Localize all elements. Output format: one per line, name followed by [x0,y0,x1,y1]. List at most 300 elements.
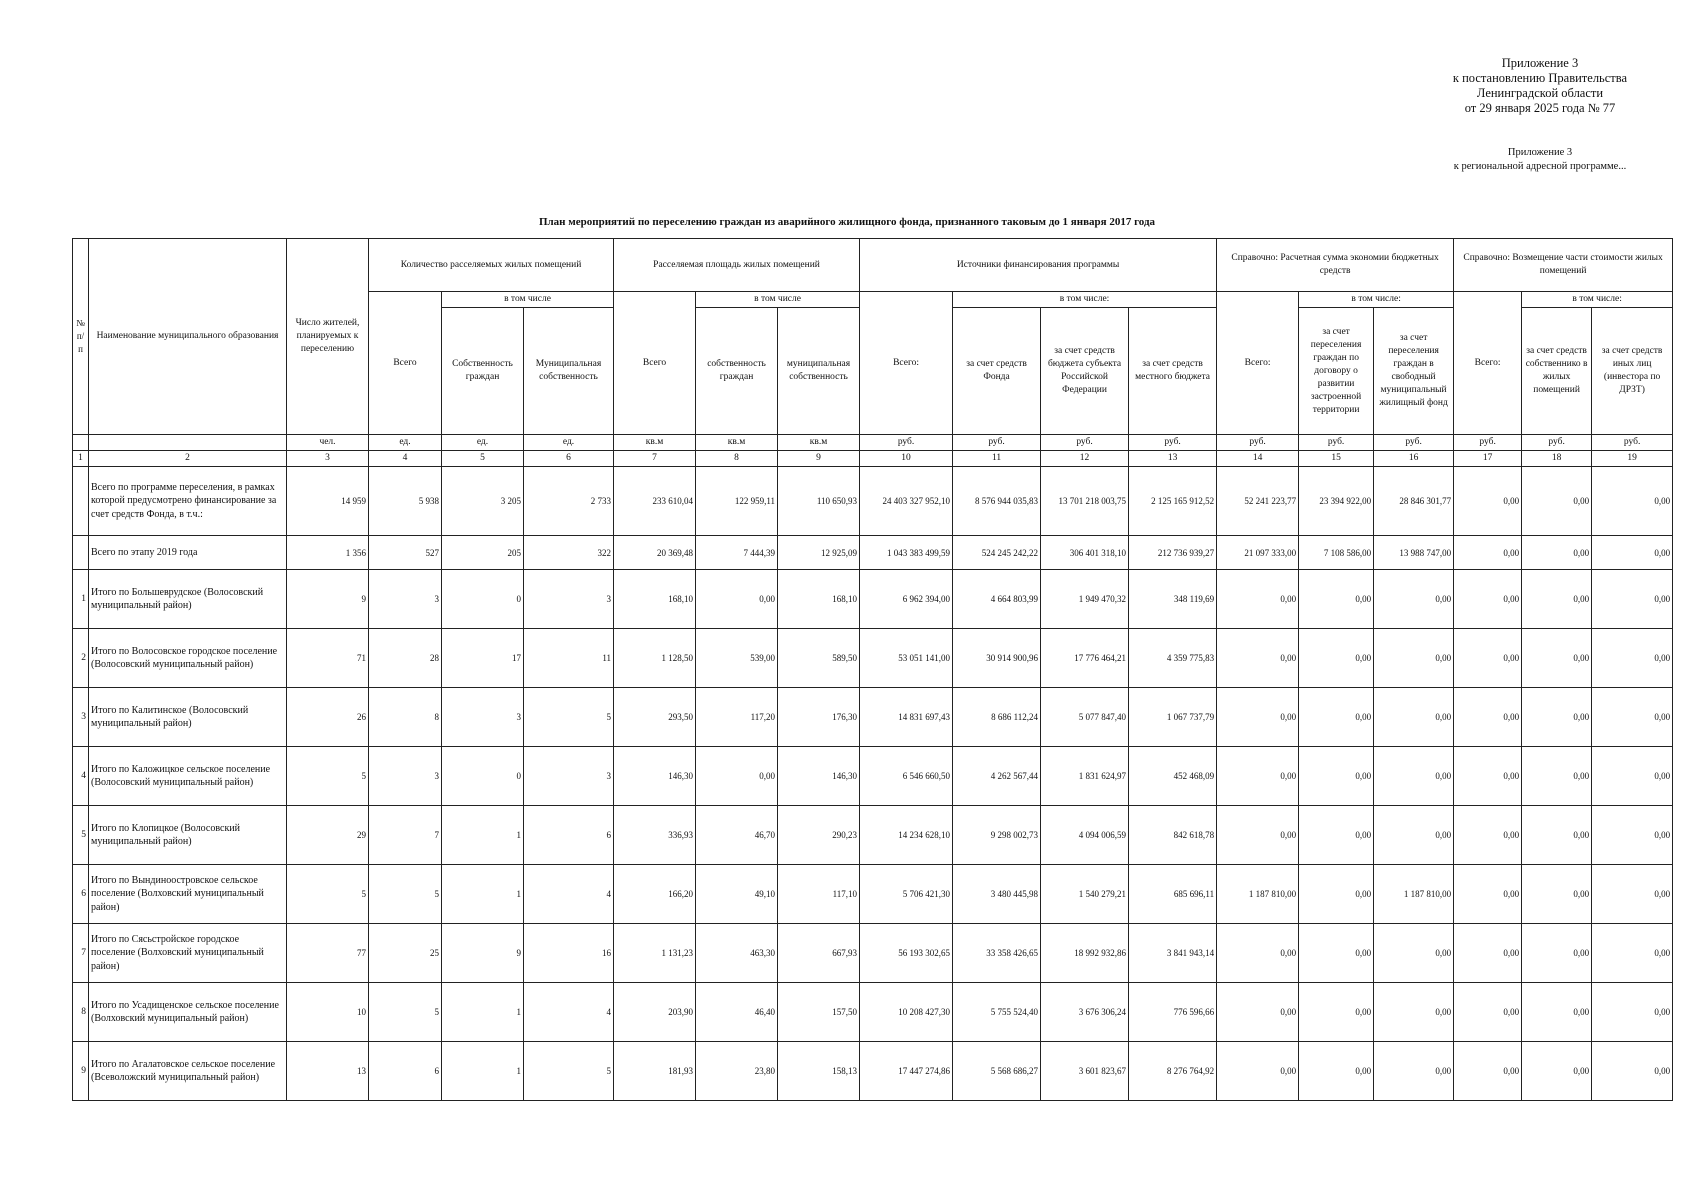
value-cell: 17 776 464,21 [1041,629,1129,688]
value-cell: 166,20 [614,865,696,924]
value-cell: 117,10 [778,865,860,924]
header-area-incl: в том числе [696,292,860,308]
value-cell: 5 [287,747,369,806]
value-cell: 3 [369,747,442,806]
value-cell: 1 540 279,21 [1041,865,1129,924]
unit-cell: ед. [524,435,614,451]
value-cell: 2 125 165 912,52 [1129,467,1217,536]
value-cell: 336,93 [614,806,696,865]
value-cell: 0,00 [1299,806,1374,865]
value-cell: 168,10 [614,570,696,629]
value-cell: 0,00 [1522,536,1592,570]
value-cell: 0,00 [1299,983,1374,1042]
value-cell: 1 187 810,00 [1217,865,1299,924]
value-cell: 0,00 [1454,688,1522,747]
value-cell: 452 468,09 [1129,747,1217,806]
header-quantity-total: Всего [369,292,442,435]
unit-cell: руб. [1129,435,1217,451]
value-cell: 0,00 [1374,570,1454,629]
table-body [73,467,1673,1101]
column-number-cell: 7 [614,451,696,467]
unit-cell: руб. [953,435,1041,451]
value-cell: 667,93 [778,924,860,983]
value-cell: 146,30 [614,747,696,806]
value-cell: 29 [287,806,369,865]
unit-cell [73,435,89,451]
value-cell: 0,00 [1217,983,1299,1042]
value-cell: 14 959 [287,467,369,536]
value-cell: 7 108 586,00 [1299,536,1374,570]
value-cell: 0,00 [1299,1042,1374,1101]
appendix-main [1440,56,1640,116]
value-cell: 1 131,23 [614,924,696,983]
value-cell: 3 [524,570,614,629]
value-cell: 49,10 [696,865,778,924]
value-cell: 589,50 [778,629,860,688]
value-cell: 52 241 223,77 [1217,467,1299,536]
value-cell: 463,30 [696,924,778,983]
value-cell: 28 846 301,77 [1374,467,1454,536]
value-cell: 4 [524,983,614,1042]
value-cell: 0,00 [1592,747,1673,806]
value-cell: 0,00 [1454,629,1522,688]
value-cell: 0,00 [1454,1042,1522,1101]
value-cell: 5 755 524,40 [953,983,1041,1042]
value-cell: 0,00 [1522,1042,1592,1101]
municipality-name: Итого по Волосовское городское поселение (Волосовский муниципальный район) [89,629,287,688]
unit-cell: руб. [1592,435,1673,451]
value-cell: 9 298 002,73 [953,806,1041,865]
unit-cell: руб. [1454,435,1522,451]
value-cell: 0,00 [1217,570,1299,629]
value-cell: 3 [524,747,614,806]
header-quantity-municipal: Муниципальная собственность [524,308,614,435]
value-cell: 0,00 [1299,629,1374,688]
appendix-main-line2: к постановлению Правительства [1452,71,1628,85]
value-cell: 1 043 383 499,59 [860,536,953,570]
value-cell: 122 959,11 [696,467,778,536]
value-cell: 0,00 [1217,924,1299,983]
value-cell: 3 480 445,98 [953,865,1041,924]
row-number: 4 [73,747,89,806]
municipality-name: Итого по Калитинское (Волосовский муниципальный район) [89,688,287,747]
municipality-name: Всего по этапу 2019 года [89,536,287,570]
value-cell: 17 [442,629,524,688]
value-cell: 33 358 426,65 [953,924,1041,983]
value-cell: 1 949 470,32 [1041,570,1129,629]
value-cell: 0,00 [696,747,778,806]
appendix-sub [1440,146,1640,174]
value-cell: 0,00 [1454,536,1522,570]
value-cell: 776 596,66 [1129,983,1217,1042]
header-sources-incl: в том числе: [953,292,1217,308]
value-cell: 0,00 [1522,629,1592,688]
value-cell: 0,00 [1522,865,1592,924]
header-group-quantity: Количество расселяемых жилых помещений [369,239,614,292]
appendix-sub-line2: к региональной адресной программе... [1453,161,1627,172]
value-cell: 26 [287,688,369,747]
row-number: 1 [73,570,89,629]
header-municipality: Наименование муниципального образования [89,239,287,435]
value-cell: 5 [524,688,614,747]
value-cell: 0,00 [1592,536,1673,570]
document-title: План мероприятий по переселению граждан из аварийного жилищного фонда, признанного таковым до 1 января 2017 года [538,216,1156,228]
value-cell: 11 [524,629,614,688]
column-number-cell: 9 [778,451,860,467]
value-cell: 56 193 302,65 [860,924,953,983]
value-cell: 8 [369,688,442,747]
header-savings-incl: в том числе: [1299,292,1454,308]
value-cell: 14 831 697,43 [860,688,953,747]
value-cell: 53 051 141,00 [860,629,953,688]
value-cell: 0,00 [1592,983,1673,1042]
value-cell: 0,00 [1374,983,1454,1042]
value-cell: 3 205 [442,467,524,536]
value-cell: 176,30 [778,688,860,747]
row-number [73,467,89,536]
row-number: 6 [73,865,89,924]
appendix-sub-line1: Приложение 3 [1507,147,1573,158]
value-cell: 203,90 [614,983,696,1042]
value-cell: 6 546 660,50 [860,747,953,806]
appendix-main-line4: от 29 января 2025 года № 77 [1464,101,1616,115]
value-cell: 0,00 [1592,865,1673,924]
value-cell: 10 [287,983,369,1042]
value-cell: 0,00 [1592,806,1673,865]
unit-cell: руб. [1041,435,1129,451]
value-cell: 158,13 [778,1042,860,1101]
unit-cell: руб. [1374,435,1454,451]
table-row [73,865,1673,924]
header-area-owned: собственность граждан [696,308,778,435]
value-cell: 8 686 112,24 [953,688,1041,747]
value-cell: 8 276 764,92 [1129,1042,1217,1101]
value-cell: 71 [287,629,369,688]
row-number: 7 [73,924,89,983]
unit-cell: чел. [287,435,369,451]
header-savings-contract: за счет переселения граждан по договору о развитии застроенной территории [1299,308,1374,435]
value-cell: 1 [442,865,524,924]
value-cell: 685 696,11 [1129,865,1217,924]
unit-cell: кв.м [778,435,860,451]
value-cell: 2 733 [524,467,614,536]
value-cell: 4 094 006,59 [1041,806,1129,865]
value-cell: 322 [524,536,614,570]
value-cell: 157,50 [778,983,860,1042]
header-quantity-incl: в том числе [442,292,614,308]
municipality-name: Итого по Вындиноостровское сельское поселение (Волховский муниципальный район) [89,865,287,924]
municipality-name: Итого по Каложицкое сельское поселение (Волосовский муниципальный район) [89,747,287,806]
value-cell: 1 187 810,00 [1374,865,1454,924]
value-cell: 1 128,50 [614,629,696,688]
value-cell: 13 701 218 003,75 [1041,467,1129,536]
value-cell: 5 568 686,27 [953,1042,1041,1101]
value-cell: 1 356 [287,536,369,570]
value-cell: 16 [524,924,614,983]
value-cell: 233 610,04 [614,467,696,536]
value-cell: 3 [369,570,442,629]
row-number: 2 [73,629,89,688]
value-cell: 0,00 [1522,747,1592,806]
unit-cell: руб. [1299,435,1374,451]
column-number-cell: 16 [1374,451,1454,467]
value-cell: 6 [524,806,614,865]
value-cell: 5 [524,1042,614,1101]
table-row [73,806,1673,865]
value-cell: 0,00 [1592,467,1673,536]
column-numbers-row [73,451,1673,467]
value-cell: 842 618,78 [1129,806,1217,865]
table-row [73,570,1673,629]
unit-cell: кв.м [696,435,778,451]
value-cell: 7 [369,806,442,865]
header-sources-subject: за счет средств бюджета субъекта Российской Федерации [1041,308,1129,435]
unit-cell: руб. [860,435,953,451]
value-cell: 0,00 [1374,924,1454,983]
value-cell: 1 831 624,97 [1041,747,1129,806]
value-cell: 348 119,69 [1129,570,1217,629]
value-cell: 20 369,48 [614,536,696,570]
table-row [73,1042,1673,1101]
value-cell: 10 208 427,30 [860,983,953,1042]
value-cell: 17 447 274,86 [860,1042,953,1101]
header-sources-local: за счет средств местного бюджета [1129,308,1217,435]
value-cell: 0,00 [1299,688,1374,747]
value-cell: 181,93 [614,1042,696,1101]
municipality-name: Итого по Усадищенское сельское поселение (Волховский муниципальный район) [89,983,287,1042]
column-number-cell: 4 [369,451,442,467]
row-number: 5 [73,806,89,865]
value-cell: 0,00 [1374,1042,1454,1101]
municipality-name: Итого по Агалатовское сельское поселение (Всеволожский муниципальный район) [89,1042,287,1101]
value-cell: 0,00 [1217,1042,1299,1101]
value-cell: 0,00 [1454,747,1522,806]
value-cell: 1 [442,983,524,1042]
value-cell: 0,00 [1592,1042,1673,1101]
value-cell: 1 067 737,79 [1129,688,1217,747]
column-number-cell: 12 [1041,451,1129,467]
value-cell: 0,00 [696,570,778,629]
value-cell: 12 925,09 [778,536,860,570]
header-compensation-incl: в том числе: [1522,292,1673,308]
header-sources-fund: за счет средств Фонда [953,308,1041,435]
appendix-main-line1: Приложение 3 [1501,56,1579,70]
value-cell: 0,00 [1299,865,1374,924]
value-cell: 9 [442,924,524,983]
value-cell: 9 [287,570,369,629]
value-cell: 527 [369,536,442,570]
value-cell: 117,20 [696,688,778,747]
table-row [73,747,1673,806]
value-cell: 0,00 [1522,983,1592,1042]
municipality-name: Итого по Клопицкое (Волосовский муниципальный район) [89,806,287,865]
value-cell: 18 992 932,86 [1041,924,1129,983]
value-cell: 0,00 [1592,688,1673,747]
value-cell: 5 706 421,30 [860,865,953,924]
value-cell: 4 664 803,99 [953,570,1041,629]
header-quantity-owned: Собственность граждан [442,308,524,435]
value-cell: 306 401 318,10 [1041,536,1129,570]
header-sources-total: Всего: [860,292,953,435]
unit-cell: ед. [369,435,442,451]
header-residents: Число жителей, планируемых к переселению [287,239,369,435]
value-cell: 0,00 [1299,747,1374,806]
value-cell: 0,00 [1374,747,1454,806]
value-cell: 5 077 847,40 [1041,688,1129,747]
municipality-name: Итого по Сясьстройское городское поселение (Волховский муниципальный район) [89,924,287,983]
value-cell: 1 [442,806,524,865]
value-cell: 0,00 [1454,983,1522,1042]
value-cell: 7 444,39 [696,536,778,570]
value-cell: 0,00 [1522,688,1592,747]
value-cell: 205 [442,536,524,570]
value-cell: 0,00 [1374,688,1454,747]
value-cell: 110 650,93 [778,467,860,536]
value-cell: 0,00 [1217,806,1299,865]
value-cell: 46,70 [696,806,778,865]
unit-cell: руб. [1217,435,1299,451]
value-cell: 6 962 394,00 [860,570,953,629]
value-cell: 46,40 [696,983,778,1042]
value-cell: 0,00 [1522,570,1592,629]
value-cell: 8 576 944 035,83 [953,467,1041,536]
value-cell: 0,00 [1454,467,1522,536]
municipality-name: Всего по программе переселения, в рамках которой предусмотрено финансирование за счет средств Фонда, в т.ч.: [89,467,287,536]
value-cell: 24 403 327 952,10 [860,467,953,536]
value-cell: 0,00 [1454,924,1522,983]
value-cell: 4 [524,865,614,924]
value-cell: 146,30 [778,747,860,806]
appendix-main-line3: Ленинградской области [1476,86,1604,100]
value-cell: 0,00 [1592,924,1673,983]
value-cell: 5 [287,865,369,924]
column-number-cell: 8 [696,451,778,467]
header-area-municipal: муниципальная собственность [778,308,860,435]
column-number-cell: 3 [287,451,369,467]
column-number-cell: 6 [524,451,614,467]
row-number: 9 [73,1042,89,1101]
value-cell: 212 736 939,27 [1129,536,1217,570]
column-number-cell: 2 [89,451,287,467]
header-compensation-owners: за счет средств собственнико в жилых помещений [1522,308,1592,435]
value-cell: 0,00 [1217,629,1299,688]
table-row [73,536,1673,570]
value-cell: 0,00 [1522,467,1592,536]
value-cell: 0,00 [1374,629,1454,688]
value-cell: 30 914 900,96 [953,629,1041,688]
value-cell: 0,00 [1454,806,1522,865]
value-cell: 28 [369,629,442,688]
header-group-compensation: Справочно: Возмещение части стоимости жилых помещений [1454,239,1673,292]
value-cell: 0 [442,747,524,806]
value-cell: 293,50 [614,688,696,747]
unit-cell [89,435,287,451]
value-cell: 0,00 [1522,924,1592,983]
header-group-savings: Справочно: Расчетная сумма экономии бюджетных средств [1217,239,1454,292]
value-cell: 0,00 [1299,570,1374,629]
column-number-cell: 19 [1592,451,1673,467]
header-savings-total: Всего: [1217,292,1299,435]
value-cell: 0,00 [1522,806,1592,865]
value-cell: 13 [287,1042,369,1101]
value-cell: 0,00 [1374,806,1454,865]
value-cell: 5 [369,983,442,1042]
column-number-cell: 1 [73,451,89,467]
value-cell: 3 601 823,67 [1041,1042,1129,1101]
column-number-cell: 10 [860,451,953,467]
column-number-cell: 18 [1522,451,1592,467]
value-cell: 25 [369,924,442,983]
header-compensation-other: за счет средств иных лиц (инвестора по ДРЗТ) [1592,308,1673,435]
value-cell: 13 988 747,00 [1374,536,1454,570]
value-cell: 0,00 [1592,570,1673,629]
table-row [73,924,1673,983]
header-area-total: Всего [614,292,696,435]
header-group-sources: Источники финансирования программы [860,239,1217,292]
value-cell: 524 245 242,22 [953,536,1041,570]
value-cell: 0,00 [1217,747,1299,806]
unit-cell: ед. [442,435,524,451]
value-cell: 4 359 775,83 [1129,629,1217,688]
value-cell: 14 234 628,10 [860,806,953,865]
value-cell: 77 [287,924,369,983]
value-cell: 3 841 943,14 [1129,924,1217,983]
value-cell: 3 [442,688,524,747]
value-cell: 290,23 [778,806,860,865]
value-cell: 0,00 [1217,688,1299,747]
value-cell: 6 [369,1042,442,1101]
value-cell: 23 394 922,00 [1299,467,1374,536]
table-row [73,983,1673,1042]
table-row [73,467,1673,536]
unit-cell: руб. [1522,435,1592,451]
value-cell: 0,00 [1299,924,1374,983]
column-number-cell: 17 [1454,451,1522,467]
row-number: 3 [73,688,89,747]
table-row [73,629,1673,688]
value-cell: 23,80 [696,1042,778,1101]
value-cell: 0,00 [1454,570,1522,629]
municipality-name: Итого по Большеврудское (Волосовский муниципальный район) [89,570,287,629]
row-number [73,536,89,570]
header-savings-free-fund: за счет переселения граждан в свободный муниципальный жилищный фонд [1374,308,1454,435]
value-cell: 168,10 [778,570,860,629]
value-cell: 4 262 567,44 [953,747,1041,806]
units-row [73,435,1673,451]
row-number: 8 [73,983,89,1042]
header-group-area: Расселяемая площадь жилых помещений [614,239,860,292]
unit-cell: кв.м [614,435,696,451]
resettlement-plan-table [72,238,1673,1101]
value-cell: 21 097 333,00 [1217,536,1299,570]
column-number-cell: 5 [442,451,524,467]
value-cell: 3 676 306,24 [1041,983,1129,1042]
column-number-cell: 15 [1299,451,1374,467]
value-cell: 0,00 [1592,629,1673,688]
value-cell: 1 [442,1042,524,1101]
column-number-cell: 13 [1129,451,1217,467]
value-cell: 0 [442,570,524,629]
value-cell: 539,00 [696,629,778,688]
value-cell: 5 [369,865,442,924]
value-cell: 5 938 [369,467,442,536]
column-number-cell: 14 [1217,451,1299,467]
header-number: № п/п [73,239,89,435]
table-row [73,688,1673,747]
column-number-cell: 11 [953,451,1041,467]
header-compensation-total: Всего: [1454,292,1522,435]
value-cell: 0,00 [1454,865,1522,924]
